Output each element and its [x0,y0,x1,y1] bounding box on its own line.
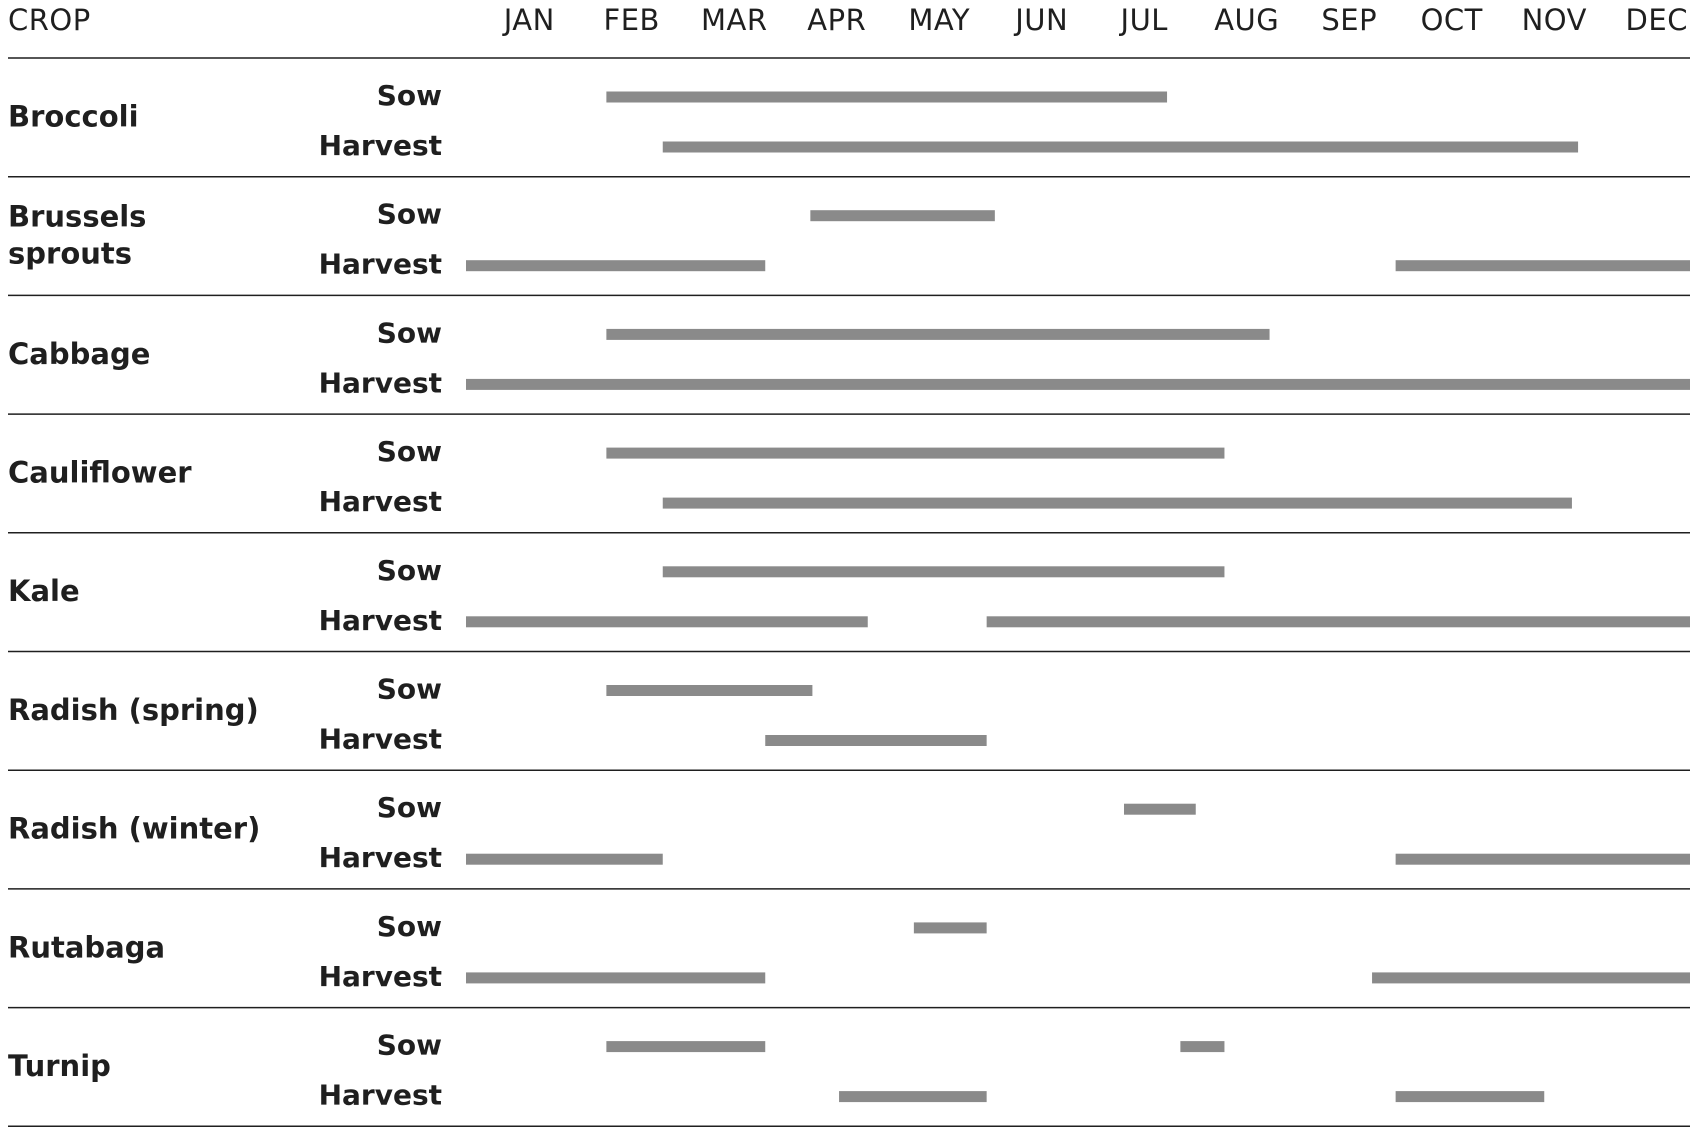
crop-name: Cauliflower [8,455,192,490]
month-header-nov: NOV [1521,3,1587,37]
crop-name: Broccoli [8,99,139,134]
crop-block-radish-spring [8,673,1690,771]
crop-name: Turnip [8,1048,111,1083]
bar-broccoli-harvest [663,142,1578,153]
crop-column-header: CROP [8,3,91,37]
activity-label-harvest: Harvest [318,485,442,519]
bar-kale-harvest [466,616,868,627]
crop-name: Brussels [8,199,147,234]
bar-turnip-sow [606,1041,765,1052]
crop-name: Cabbage [8,336,151,371]
crop-name: Kale [8,574,80,609]
month-header-mar: MAR [700,3,768,37]
month-header-jul: JUL [1120,3,1168,37]
crop-block-radish-winter [8,791,1690,889]
bar-rutabaga-sow [914,922,987,933]
month-header-jun: JUN [1015,3,1069,37]
month-header-dec: DEC [1625,3,1688,37]
bar-rutabaga-harvest [466,972,765,983]
month-header-oct: OCT [1420,3,1483,37]
bar-radish-spring-harvest [765,735,986,746]
crop-block-turnip [8,1029,1690,1127]
activity-label-sow: Sow [376,909,442,943]
month-header-jan: JAN [503,3,555,37]
bar-cauliflower-sow [606,448,1224,459]
crop-block-brussels-sprouts [8,198,1690,296]
crop-block-cabbage [8,316,1690,414]
bar-radish-winter-harvest [466,854,663,865]
activity-label-sow: Sow [376,791,442,825]
bar-brussels-sprouts-sow [810,210,995,221]
bar-rutabaga-harvest [1372,972,1690,983]
activity-label-sow: Sow [376,672,442,706]
crop-name: Radish (spring) [8,692,259,727]
bar-cabbage-harvest [466,379,1690,390]
bar-radish-spring-sow [606,685,812,696]
crop-name: Rutabaga [8,930,166,965]
bar-brussels-sprouts-harvest [1396,260,1690,271]
activity-label-harvest: Harvest [318,722,442,756]
bar-cabbage-sow [606,329,1269,340]
month-header-feb: FEB [603,3,660,37]
activity-label-sow: Sow [376,79,442,112]
activity-label-harvest: Harvest [318,247,442,281]
crop-block-rutabaga [8,910,1690,1008]
activity-label-sow: Sow [376,1028,442,1062]
chart-rows [8,79,1690,1126]
bar-broccoli-sow [606,92,1167,103]
bar-turnip-harvest [1396,1091,1545,1102]
month-header-aug: AUG [1214,3,1280,37]
activity-label-sow: Sow [376,197,442,231]
month-header-may: MAY [908,3,971,37]
bar-kale-sow [663,566,1225,577]
activity-label-harvest: Harvest [318,1078,442,1112]
bar-kale-harvest [987,616,1690,627]
activity-label-harvest: Harvest [318,959,442,993]
crop-block-broccoli [8,79,1690,177]
activity-label-harvest: Harvest [318,841,442,875]
bar-brussels-sprouts-harvest [466,260,765,271]
crop-block-cauliflower [8,435,1690,533]
activity-label-sow: Sow [376,553,442,587]
activity-label-harvest: Harvest [318,129,442,162]
activity-label-sow: Sow [376,316,442,350]
bar-turnip-sow [1180,1041,1224,1052]
month-header-apr: APR [807,3,867,37]
bar-radish-winter-harvest [1396,854,1690,865]
bar-cauliflower-harvest [663,498,1572,509]
activity-label-harvest: Harvest [318,603,442,637]
activity-label-harvest: Harvest [318,366,442,400]
month-header-sep: SEP [1321,3,1378,37]
crop-block-kale [8,554,1690,652]
crop-name: sprouts [8,236,133,271]
activity-label-sow: Sow [376,435,442,469]
chart-header [8,3,1690,58]
crop-name: Radish (winter) [8,811,261,846]
bar-turnip-harvest [839,1091,987,1102]
bar-radish-winter-sow [1124,804,1196,815]
